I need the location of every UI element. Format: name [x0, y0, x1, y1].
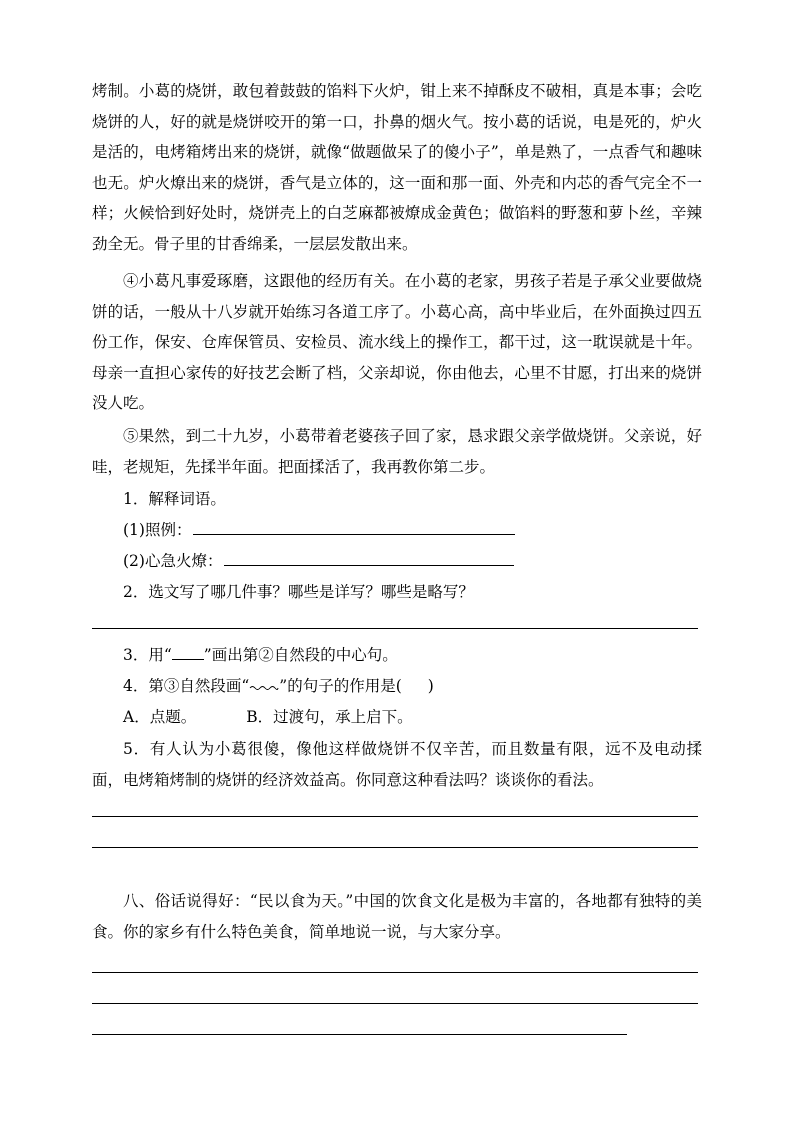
question-4-middle: ”的句子的作用是( [279, 677, 402, 695]
answer-line-q5-1[interactable] [92, 816, 698, 817]
answer-blank-1b[interactable] [224, 551, 514, 566]
question-3-prefix: 3．用“ [123, 646, 172, 664]
passage-paragraph-3-continued: 烤制。小葛的烧饼，敢包着鼓鼓的馅料下火炉，钳上来不掉酥皮不破相，真是本事；会吃烧饼的人，好的就是烧饼咬开的第一口，扑鼻的烟火气。按小葛的话说，电是死的，炉火是活的，电烤箱烤出来的烧饼，就像“做题做呆了的傻小子”，单是熟了，一点香气和趣味也无。炉火燎出来的烧饼，香气是立体的，这一面和那一面、外壳和内芯的香气完全不一样；火候恰到好处时，烧饼壳上的白芝麻都被燎成金黄色；做馅料的野葱和萝卜丝，辛辣劲全无。骨子里的甘香绵柔，一层层发散出来。 [92, 82, 702, 253]
passage-paragraph-5: ⑤果然，到二十九岁，小葛带着老婆孩子回了家，恳求跟父亲学做烧饼。父亲说，好哇，老规矩，先揉半年面。把面揉活了，我再教你第二步。 [92, 427, 702, 476]
question-4 [123, 676, 434, 696]
passage-paragraph-4: ④小葛凡事爱琢磨，这跟他的经历有关。在小葛的老家，男孩子若是子承父业要做烧饼的话，一般从十八岁就开始练习各道工序了。小葛心高，高中毕业后，在外面换过四五份工作，保安、仓库保管员、安检员、流水线上的操作工，都干过，这一耽误就是十年。母亲一直担心家传的好技艺会断了档，父亲却说，你由他去，心里不甘愿，打出来的烧饼没人吃。 [92, 272, 702, 412]
question-1a-label: (1)照例： [123, 521, 192, 539]
section-8-prompt: 八、俗话说得好：“民以食为天。”中国的饮食文化是极为丰富的，各地都有独特的美食。你的家乡有什么特色美食，简单地说一说，与大家分享。 [92, 892, 702, 941]
question-1a [123, 520, 515, 540]
answer-line-q5-2[interactable] [92, 847, 698, 848]
answer-line-s8-1[interactable] [92, 972, 698, 973]
wavy-line-mark-icon [249, 679, 279, 691]
question-5: 5．有人认为小葛很傻，像他这样做烧饼不仅辛苦，而且数量有限，远不及电动揉面，电烤箱烤制的烧饼的经济效益高。你同意这种看法吗？谈谈你的看法。 [92, 740, 702, 789]
question-4-suffix: ) [427, 677, 434, 695]
question-4-options [123, 707, 413, 727]
answer-line-q2[interactable] [92, 628, 698, 629]
question-1b [123, 551, 514, 571]
option-a: A．点题。 [123, 708, 197, 726]
option-b: B．过渡句，承上启下。 [246, 708, 413, 726]
underline-mark-icon [172, 646, 204, 660]
answer-line-s8-3[interactable] [92, 1034, 627, 1035]
answer-line-s8-2[interactable] [92, 1003, 698, 1004]
question-3-suffix: ”画出第②自然段的中心句。 [203, 646, 398, 664]
question-2: 2．选文写了哪几件事？哪些是详写？哪些是略写？ [123, 583, 474, 601]
question-1b-label: (2)心急火燎： [123, 552, 223, 570]
question-3 [123, 645, 398, 665]
question-1: 1．解释词语。 [123, 490, 226, 508]
answer-blank-1a[interactable] [193, 520, 515, 535]
question-4-prefix: 4．第③自然段画“ [123, 677, 250, 695]
